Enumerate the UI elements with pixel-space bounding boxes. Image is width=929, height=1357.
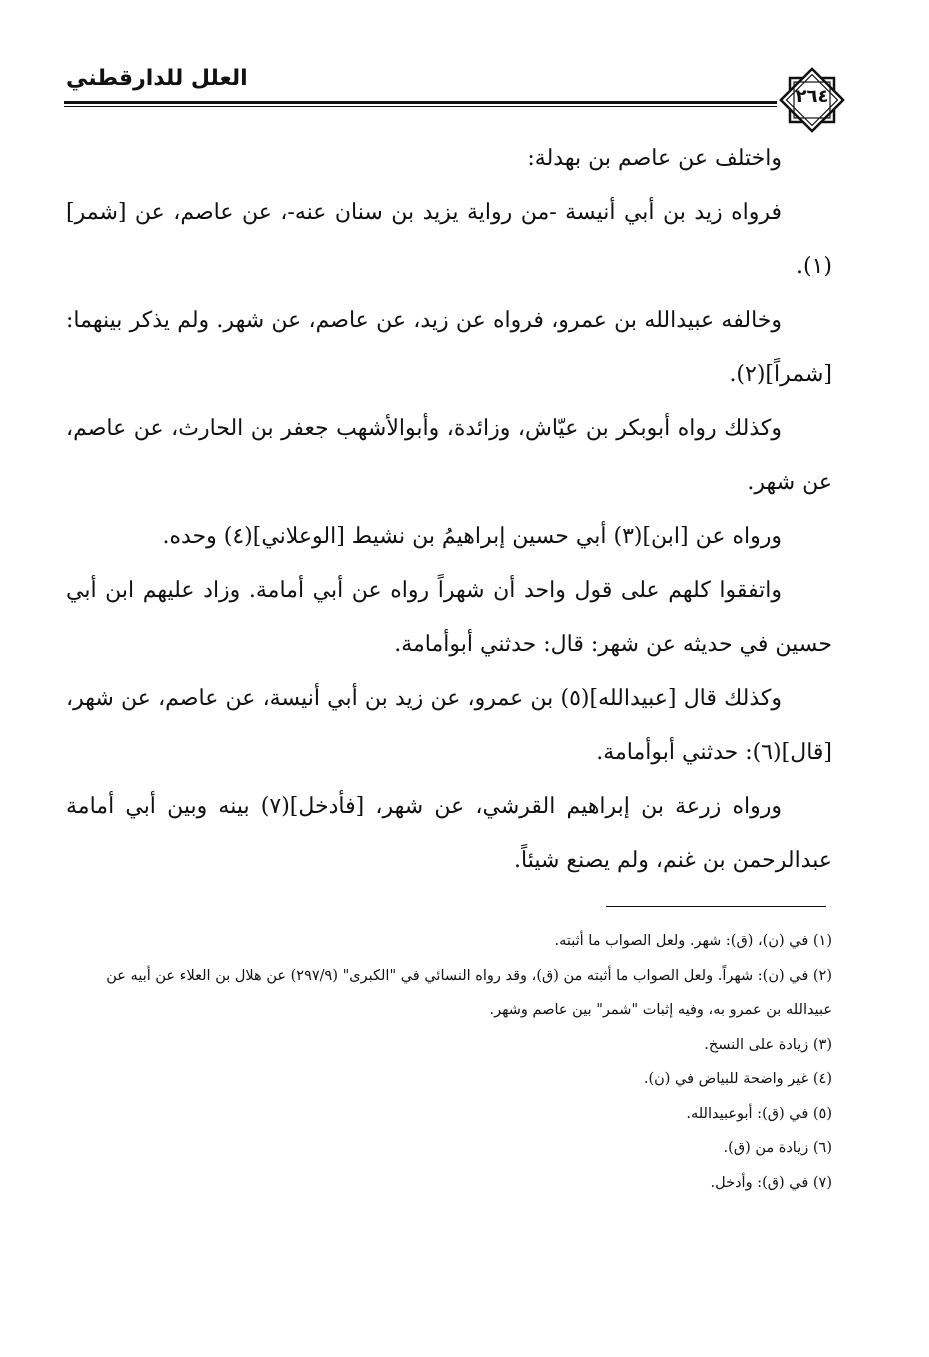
footnote: (٤) غير واضحة للبياض في (ن). bbox=[643, 1071, 832, 1087]
paragraph: ورواه زرعة بن إبراهيم القرشي، عن شهر، [فأدخل](٧) بينه وبين أبي أمامة عبدالرحمن بن غنم، ولم يصنع شيئاً. bbox=[66, 794, 832, 873]
footnote: (٧) في (ق): وأدخل. bbox=[710, 1174, 832, 1191]
paragraph: ورواه عن [ابن](٣) أبي حسين إبراهيمُ بن نشيط [الوعلاني](٤) وحده. bbox=[162, 524, 782, 549]
paragraph: فرواه زيد بن أبي أنيسة -من رواية يزيد بن سنان عنه-، عن عاصم، عن [شمر](١). bbox=[66, 200, 832, 279]
paragraph: واتفقوا كلهم على قول واحد أن شهراً رواه عن أبي أمامة. وزاد عليهم ابن أبي حسين في حديثه عن شهر: قال: حدثني أبوأمامة. bbox=[66, 578, 832, 657]
page-number-badge bbox=[776, 64, 848, 136]
footnote: (٦) زيادة من (ق). bbox=[723, 1140, 832, 1156]
footnote: (٢) في (ن): شهراً. ولعل الصواب ما أثبته من (ق)، وقد رواه النسائي في "الكبرى" (٢٩٧/٩) عن هلال بن العلاء عن أبيه عن عبيدالله بن عمرو به، وفيه إثبات "شمر" بين عاصم وشهر. bbox=[106, 967, 832, 1018]
footnote-separator bbox=[606, 906, 826, 907]
header-rule-thin bbox=[64, 106, 777, 107]
main-text bbox=[66, 132, 832, 888]
header-rule bbox=[64, 101, 777, 104]
running-header-title: العلل للدارقطني bbox=[66, 66, 248, 91]
paragraph: وخالفه عبيدالله بن عمرو، فرواه عن زيد، عن عاصم، عن شهر. ولم يذكر بينهما: [شمراً](٢). bbox=[66, 308, 832, 387]
footnote: (٥) في (ق): أبوعبيدالله. bbox=[686, 1105, 832, 1122]
footnote: (٣) زيادة على النسخ. bbox=[704, 1036, 832, 1053]
page-number: ٢٦٤ bbox=[795, 86, 829, 107]
footnote: (١) في (ن)، (ق): شهر. ولعل الصواب ما أثبته. bbox=[554, 933, 832, 949]
paragraph: وكذلك قال [عبيدالله](٥) بن عمرو، عن زيد بن أبي أنيسة، عن عاصم، عن شهر، [قال](٦): حدثني أبوأمامة. bbox=[66, 686, 832, 765]
footnotes bbox=[62, 924, 832, 1200]
paragraph: وكذلك رواه أبوبكر بن عيّاش، وزائدة، وأبوالأشهب جعفر بن الحارث، عن عاصم، عن شهر. bbox=[66, 416, 832, 495]
paragraph: واختلف عن عاصم بن بهدلة: bbox=[527, 146, 782, 171]
